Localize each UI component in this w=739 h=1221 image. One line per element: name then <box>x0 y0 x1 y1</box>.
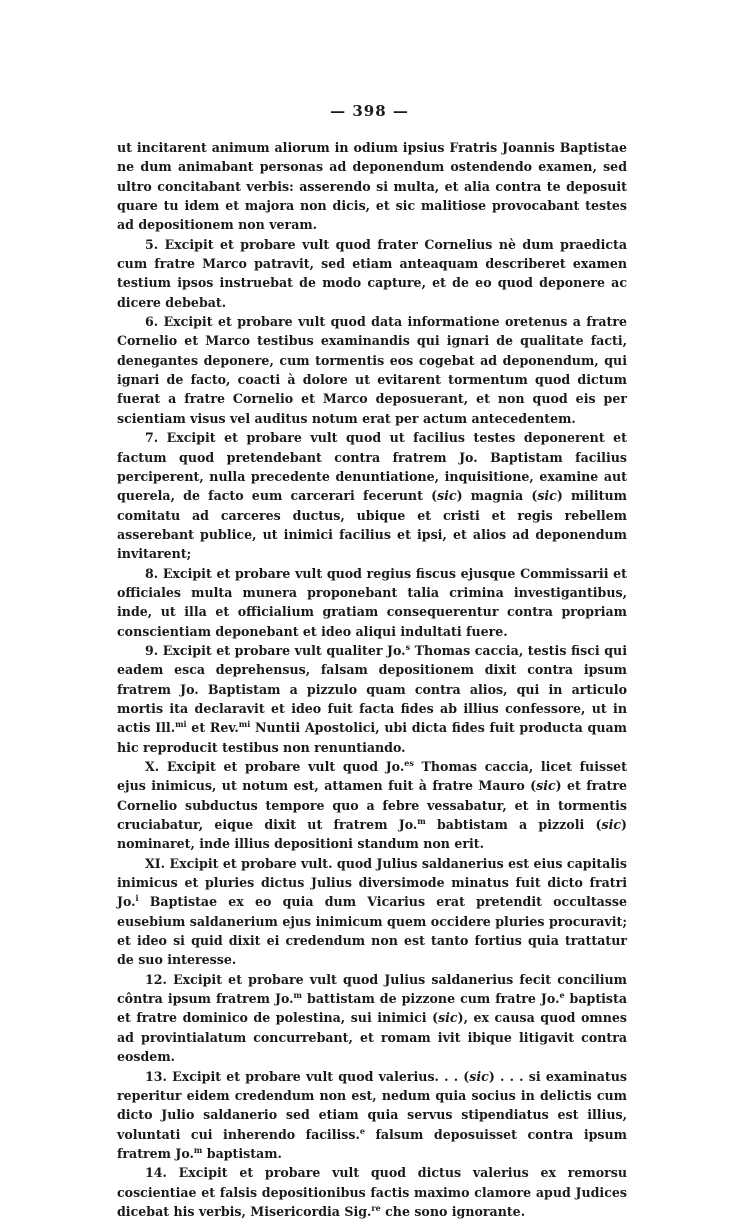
paragraph-article-14: 14. Excipit et probare vult quod dictus valerius ex remorsu coscientiae et falsis depositionibus factis maximo clamore apud Judices dicebat his verbis, Misericordia Sig.$^{re}$ che sono ignorante. <box>117 1165 627 1219</box>
page-number: — 398 — <box>330 102 409 120</box>
paragraph-article-5: 5. Excipit et probare vult quod frater Cornelius nè dum praedicta cum fratre Marco patravit, sed etiam anteaquam describeret examen testium ipsos instruebat de modo capture, et de eo quod deponere ac dicere debebat. <box>117 236 627 310</box>
paragraph-article-8: 8. Excipit et probare vult quod regius fiscus ejusque Commissarii et officiales multa munera proponebant talia crimina investigantibus, inde, ut illa et officialium gratiam consequerentur contra propriam conscientiam deponebant et ideo aliqui indultati fuere. <box>117 565 627 639</box>
paragraph-article-11: XI. Excipit et probare vult. quod Julius saldanerius est eius capitalis inimicus et pluries dictus Julius diversimode minatus fuit dicto fratri Jo.$^i$ Baptistae ex eo quia dum Vicarius erat pretendit occultasse eusebium saldanerium ejus inimicum quem occidere pluries procuravit; et ideo si quid dixit ei credendum non est tanto fortius quia trattatur de suo interesse. <box>117 855 627 968</box>
paragraph-article-9: 9. Excipit et probare vult qualiter Jo.$^s$ Thomas caccia, testis fisci qui eadem esca deprehensus, falsam depositionem dixit contra ipsum fratrem Jo. Baptistam a pizzulo quam contra alios, qui in articulo mortis ita declaravit et ideo fuit facta fides ab illius confessore, ut in actis Ill.$^{mi}$ et Rev.$^{mi}$ Nuntii Apostolici, ubi dicta fides fuit producta quam hic reproducit testibus non renuntiando. <box>117 641 627 755</box>
paragraph-article-7: 7. Excipit et probare vult quod ut facilius testes deponerent et factum quod pretendebant contra fratrem Jo. Baptistam facilius perciperent, nulla precedente denuntiatione, inquisitione, examine aut querela, de facto eum carcerari fecerunt (sic) magnia (sic) militum comitatu ad carceres ductus, ubique et cristi et regis rebellem asserebant publice, ut inimici facilius et ipsi, et alios ad deponendum invitarent; <box>117 430 627 562</box>
paragraph-article-12: 12. Excipit et probare vult quod Julius saldanerius fecit concilium côntra ipsum fratrem Jo.$^m$ battistam de pizzone cum fratre Jo.$^e$ baptista et fratre dominico de polestina, sui inimici (sic), ex causa quod omnes ad provintialatum concurrebant, et romam ivit ibique litigavit contra eosdem. <box>117 971 627 1065</box>
paragraph-article-13: 13. Excipit et probare vult quod valerius. . . (sic) . . . si examinatus reperitur eidem credendum non est, nedum quia socius in delictis cum dicto Julio saldanerio sed etiam quia servus stipendiatus est illius, voluntati cui inherendo faciliss.$^e$ falsum deposuisset contra ipsum fratrem Jo.$^m$ baptistam. <box>117 1068 627 1161</box>
paragraph-continuation: ut incitarent animum aliorum in odium ipsius Fratris Joannis Baptistae ne dum animabant personas ad deponendum ostendendo examen, sed ultro concitabant verbis: asserendo si multa, et alia contra te deposuit quare tu idem et majora non dicis, et sic malitiose provocabant testes ad depositionem non veram. <box>117 140 627 233</box>
paragraph-article-6: 6. Excipit et probare vult quod data informatione oretenus a fratre Cornelio et Marco testibus examinandis qui ignari de qualitate facti, denegantes deponere, cum tormentis eos cogebat ad deponendum, qui ignari de facto, coacti à dolore ut evitarent tormentum quod dictum fuerat a fratre Cornelio et Marco deposuerant, et non quod eis per scientiam visus vel auditus notum erat per actum antecedentem. <box>117 314 627 426</box>
paragraph-article-10: X. Excipit et probare vult quod Jo.$^{es}$ Thomas caccia, licet fuisset ejus inimicus, ut notum est, attamen fuit à fratre Mauro (sic) et fratre Cornelio subductus tempore quo a febre vessabatur, et in tormentis cruciabatur, eique dixit ut fratrem Jo.$^m$ babtistam a pizzoli (sic) nominaret, inde illius depositioni standum non erit. <box>117 757 627 852</box>
body-text <box>117 138 627 1221</box>
